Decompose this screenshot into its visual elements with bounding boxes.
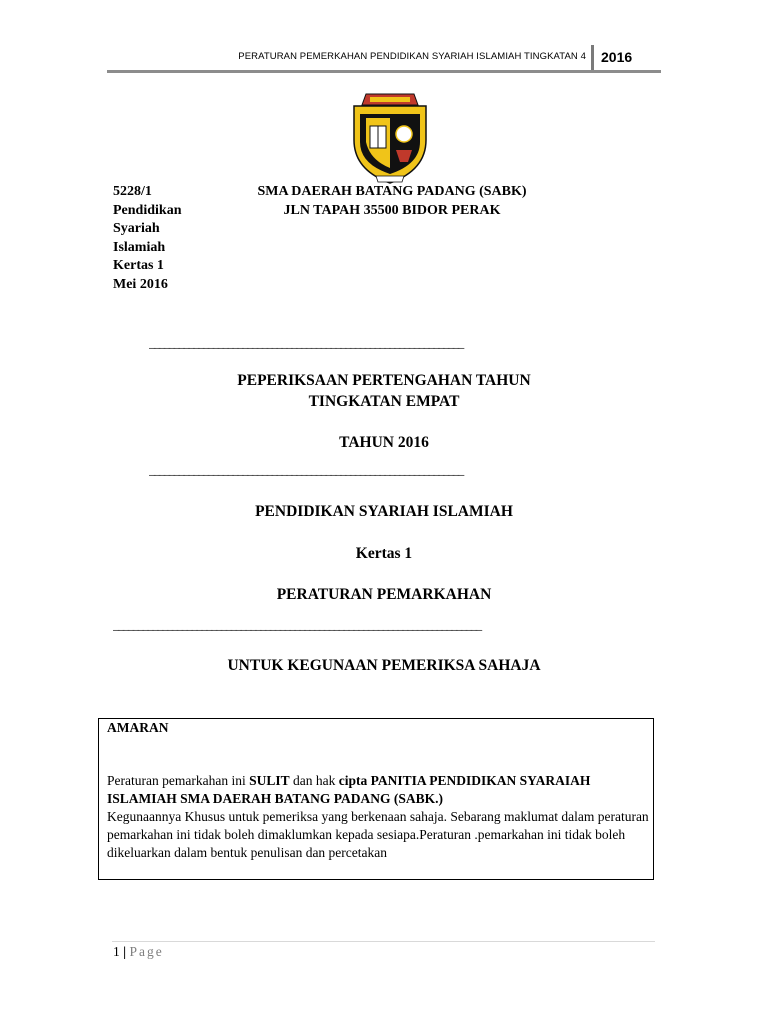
paper-title: Kertas 1 — [355, 545, 413, 562]
separator-rule: ___________________________________________________________________________ — [113, 617, 481, 632]
header-divider — [591, 45, 594, 71]
separator-rule: ________________________________________________________________ — [149, 335, 463, 350]
school-block — [0, 183, 768, 220]
exam-title-line2: TINGKATAN EMPAT — [308, 393, 460, 410]
school-address: JLN TAPAH 35500 BIDOR PERAK — [283, 202, 501, 218]
school-name: SMA DAERAH BATANG PADANG (SABK) — [257, 184, 527, 199]
header-rule — [107, 70, 661, 73]
subject-line: Kertas 1 — [113, 258, 164, 273]
warning-text-part: dan hak — [289, 773, 339, 788]
subject-title: PENDIDIKAN SYARIAH ISLAMIAH — [255, 503, 513, 520]
exam-year: TAHUN 2016 — [339, 434, 429, 451]
usage-note: UNTUK KEGUNAAN PEMERIKSA SAHAJA — [227, 657, 541, 674]
school-crest-icon — [346, 88, 434, 186]
warning-text-sulit: SULIT — [249, 773, 290, 788]
warning-text — [107, 772, 652, 862]
footer-separator: | — [119, 944, 130, 959]
footer-rule — [112, 941, 655, 942]
warning-title: AMARAN — [107, 720, 169, 735]
header-year: 2016 — [601, 49, 633, 65]
page-footer — [113, 944, 164, 960]
warning-text-copyright: cipta PANITIA PENDIDIKAN SYARAIAH ISLAMIAH SMA DAERAH BATANG PADANG (SABK.) — [107, 773, 591, 806]
subject-line: Mei 2016 — [113, 276, 168, 292]
subject-line: Syariah — [113, 221, 160, 236]
page-label: Page — [129, 944, 164, 959]
separator-rule: ________________________________________________________________ — [149, 462, 463, 477]
header-title: PERATURAN PEMERKAHAN PENDIDIKAN SYARIAH ISLAMIAH TINGKATAN 4 — [238, 51, 586, 62]
warning-text-usage: Kegunaannya Khusus untuk pemeriksa yang berkenaan sahaja. Sebarang maklumat dalam peraturan pemarkahan ini tidak boleh dimaklumkan kepada sesiapa.Peraturan .pemarkahan ini tidak boleh dikeluarkan dalam bentuk penulisan dan percetakan — [107, 809, 649, 860]
subject-line: Islamiah — [113, 239, 166, 255]
paper-code: 5228/1 — [113, 184, 152, 199]
warning-text-part: Peraturan pemarkahan ini — [107, 773, 250, 788]
exam-title-line1: PEPERIKSAAN PERTENGAHAN TAHUN — [237, 372, 531, 389]
page-number: 1 — [113, 944, 120, 959]
document-type: PERATURAN PEMARKAHAN — [276, 586, 492, 603]
subject-line: Pendidikan — [113, 202, 182, 218]
